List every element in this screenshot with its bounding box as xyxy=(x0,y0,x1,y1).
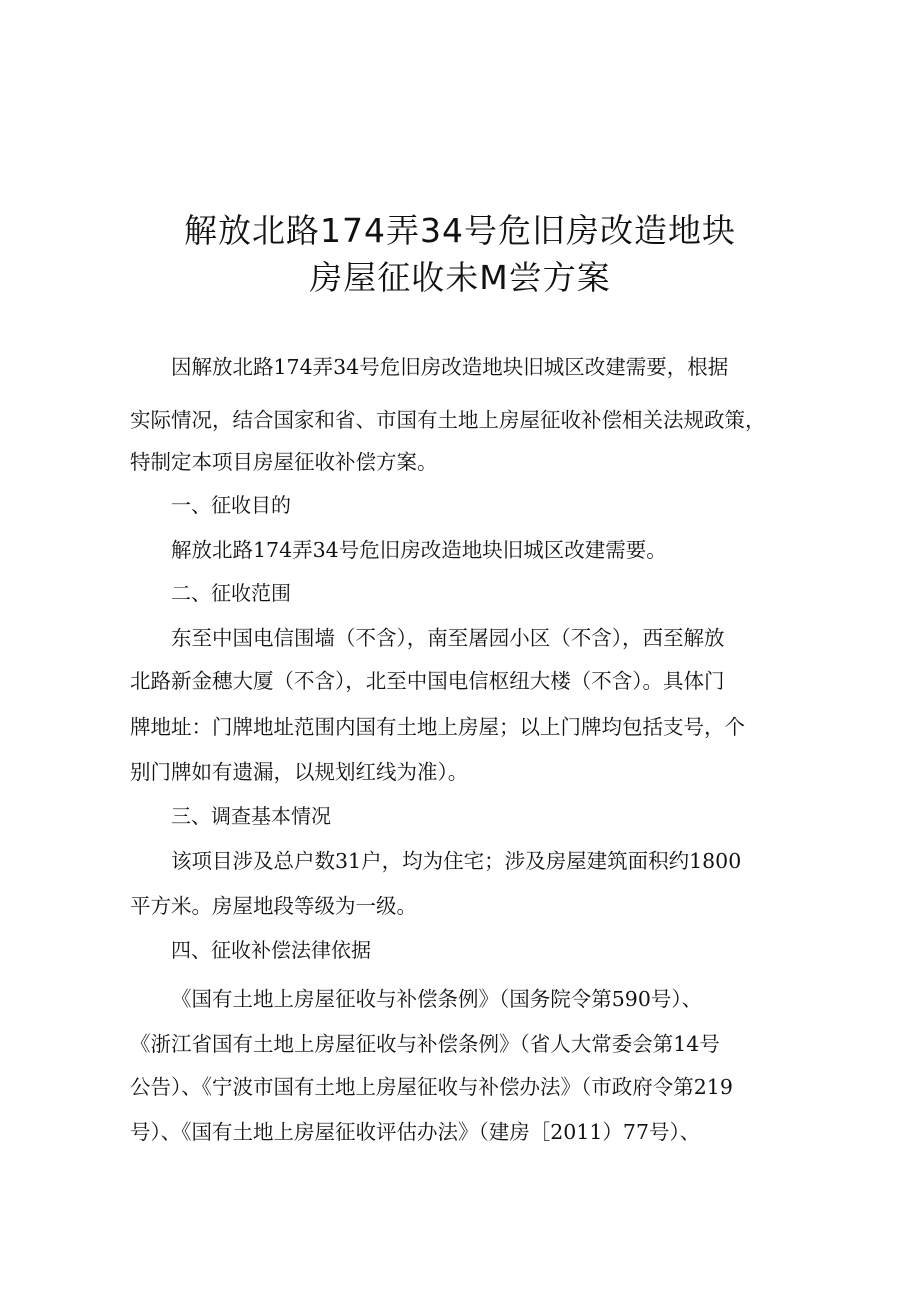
document-title-line-1: 解放北路174弄34号危旧房改造地块 xyxy=(184,211,736,250)
section-heading-3: 三、调查基本情况 xyxy=(171,804,331,828)
intro-line-1: 因解放北路174弄34号危旧房改造地块旧城区改建需要，根据 xyxy=(171,355,729,379)
section-2-line-2: 北路新金穗大厦（不含），北至中国电信枢纽大楼（不含）。具体门 xyxy=(130,669,725,693)
intro-line-2: 实际情况，结合国家和省、市国有土地上房屋征收补偿相关法规政策， xyxy=(130,408,766,432)
section-heading-2: 二、征收范围 xyxy=(171,581,291,605)
section-2-line-4: 别门牌如有遗漏，以规划红线为准）。 xyxy=(130,760,469,784)
intro-line-3: 特制定本项目房屋征收补偿方案。 xyxy=(130,450,438,474)
section-3-line-2: 平方米。房屋地段等级为一级。 xyxy=(130,894,417,918)
section-1-line-1: 解放北路174弄34号危旧房改造地块旧城区改建需要。 xyxy=(171,538,667,562)
document-title-line-2: 房屋征收未M尝方案 xyxy=(309,258,611,297)
section-4-line-2: 《浙江省国有土地上房屋征收与补偿条例》（省人大常委会第14号 xyxy=(130,1032,720,1056)
section-heading-1: 一、征收目的 xyxy=(171,493,291,517)
section-4-line-1: 《国有土地上房屋征收与补偿条例》（国务院令第590号）、 xyxy=(171,987,703,1011)
section-4-line-4: 号）、《国有土地上房屋征收评估办法》（建房［2011）77号）、 xyxy=(130,1120,701,1144)
section-heading-4: 四、征收补偿法律依据 xyxy=(171,938,371,962)
section-2-line-1: 东至中国电信围墙（不含），南至屠园小区（不含），西至解放 xyxy=(171,626,725,650)
section-4-line-3: 公告）、《宁波市国有土地上房屋征收与补偿办法》（市政府令第219 xyxy=(130,1075,733,1099)
section-2-line-3: 牌地址：门牌地址范围内国有土地上房屋；以上门牌均包括支号，个 xyxy=(130,715,745,739)
section-3-line-1: 该项目涉及总户数31户，均为住宅；涉及房屋建筑面积约1800 xyxy=(171,849,742,873)
